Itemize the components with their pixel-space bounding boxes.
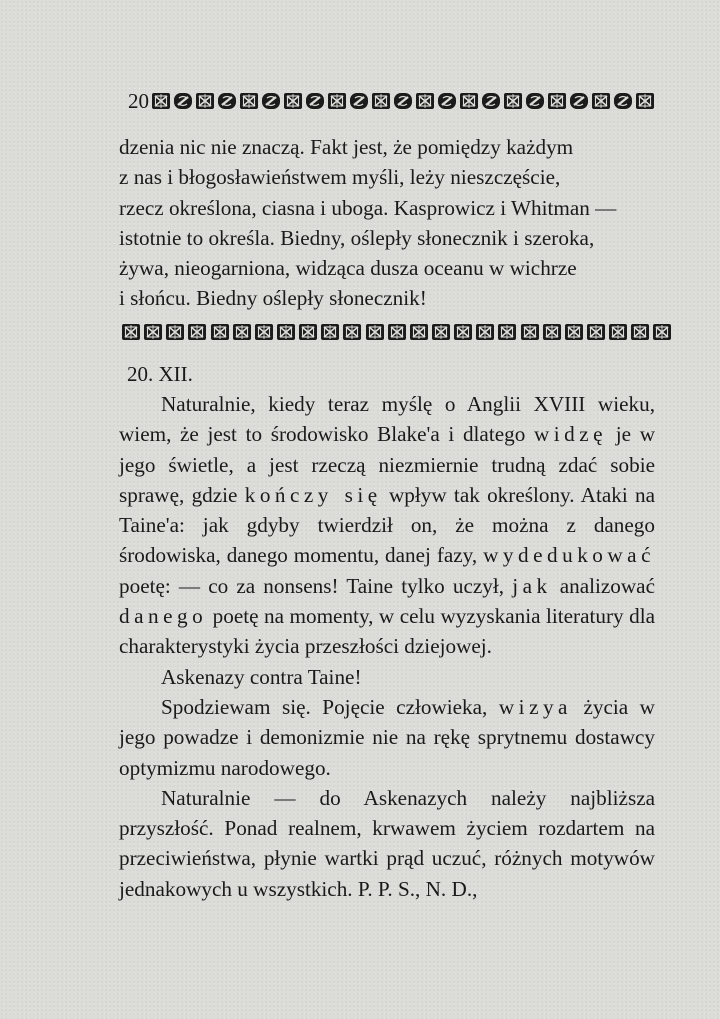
celtic-knot-ornament-icon [261,92,281,110]
celtic-knot-ornament-icon [195,92,215,110]
page-header [128,88,660,114]
text-run: Naturalnie, kiedy teraz myślę o Anglii XVIII wieku, wiem, że jest to środowisko Blake'a i dlatego [119,392,655,447]
text-run: Spodziewam się. Pojęcie człowieka, [161,694,499,719]
celtic-knot-ornament-icon [475,323,495,341]
celtic-knot-ornament-icon [165,323,185,341]
celtic-knot-ornament-icon [415,92,435,110]
celtic-knot-ornament-icon [254,323,274,341]
celtic-knot-ornament-icon [525,92,545,110]
text-line: dzenia nic nie znaczą. Fakt jest, że pomiędzy każdym [119,135,574,159]
section-ornament-divider [121,323,661,347]
celtic-knot-ornament-icon [187,323,207,341]
spaced-emphasis: wizya [498,694,572,719]
spaced-emphasis: kończy się [244,482,382,507]
celtic-knot-ornament-icon [608,323,628,341]
celtic-knot-ornament-icon [283,92,303,110]
paragraph-askenazy-contra-taine: Askenazy contra Taine! [161,664,362,689]
text-line: z nas i błogosławieństwem myśli, leży nieszczęście, [119,165,561,190]
celtic-knot-ornament-icon [635,92,655,110]
celtic-knot-ornament-icon [497,323,517,341]
paragraph-blake-taine [119,389,655,662]
celtic-knot-ornament-icon [217,92,237,110]
celtic-knot-ornament-icon [564,323,584,341]
spaced-emphasis: jak [512,573,552,598]
celtic-knot-ornament-icon [481,92,501,110]
celtic-knot-ornament-icon [613,92,633,110]
text-run: poetę na momenty, w celu wyzyskania literatury dla charakterystyki życia przeszłości dziejowej. [119,604,655,659]
celtic-knot-ornament-icon [365,323,385,341]
celtic-knot-ornament-icon [276,323,296,341]
celtic-knot-ornament-icon [569,92,589,110]
celtic-knot-ornament-icon [409,323,429,341]
celtic-knot-ornament-icon [320,323,340,341]
celtic-knot-ornament-icon [232,323,252,341]
celtic-knot-ornament-icon [151,92,171,110]
celtic-knot-ornament-icon [503,92,523,110]
celtic-knot-ornament-icon [542,323,562,341]
text-line: żywa, nieogarniona, widząca dusza oceanu w wichrze [119,256,577,281]
spaced-emphasis: danego [119,604,208,629]
spaced-emphasis: wydedukować [483,543,655,568]
celtic-knot-ornament-icon [520,323,540,341]
spaced-emphasis: widzę [533,422,608,447]
celtic-knot-ornament-icon [173,92,193,110]
celtic-knot-ornament-icon [371,92,391,110]
text-line: rzecz określona, ciasna i uboga. Kasprowicz i Whitman — [119,195,617,220]
celtic-knot-ornament-icon [393,92,413,110]
celtic-knot-ornament-icon [547,92,567,110]
celtic-knot-ornament-icon [652,323,672,341]
celtic-knot-ornament-icon [327,92,347,110]
celtic-knot-ornament-icon [453,323,473,341]
celtic-knot-ornament-icon [349,92,369,110]
text-run: je w jego świetle, a jest rzeczą niezmiernie trudną zdać sobie sprawę, gdzie [119,422,655,507]
celtic-knot-ornament-icon [387,323,407,341]
celtic-knot-ornament-icon [431,323,451,341]
celtic-knot-ornament-icon [305,92,325,110]
celtic-knot-ornament-icon [143,323,163,341]
celtic-knot-ornament-icon [586,323,606,341]
celtic-knot-ornament-icon [298,323,318,341]
text-run: wpływ tak określony. Ataki na Taine'a: jak gdyby twierdził on, że można z danego środowiska, danego momentu, danej fazy, [119,482,655,568]
section-heading: 20. XII. [127,362,193,386]
page-number: 20 [128,88,149,113]
text-line: i słońcu. Biedny oślepły słonecznik! [119,286,427,311]
text-line: istotnie to określa. Biedny, oślepły słonecznik i szeroka, [119,225,595,250]
header-ornament-band [151,92,657,110]
celtic-knot-ornament-icon [630,323,650,341]
celtic-knot-ornament-icon [342,323,362,341]
celtic-knot-ornament-icon [121,323,141,341]
text-run: życia w jego powadze i demonizmie nie na rękę sprytnemu dostawcy optymizmu narodowego. [119,694,655,780]
celtic-knot-ornament-icon [239,92,259,110]
text-run: analizować [551,573,655,598]
celtic-knot-ornament-icon [591,92,611,110]
celtic-knot-ornament-icon [437,92,457,110]
text-run: poetę: — co za nonsens! Taine tylko uczył, [119,573,513,598]
celtic-knot-ornament-icon [459,92,479,110]
section-body [119,389,655,904]
paragraph-naturalnie-askenazy: Naturalnie — do Askenazych należy najbliższa przyszłość. Ponad realnem, krwawem życiem rozdartem na przeciwieństwa, płynie wartki prąd uczuć, różnych motywów jednakowych u wszystkich. P. P. S., N. D., [119,785,655,901]
intro-paragraph [119,132,655,314]
celtic-knot-ornament-icon [210,323,230,341]
paragraph-spodziewam [119,692,655,783]
